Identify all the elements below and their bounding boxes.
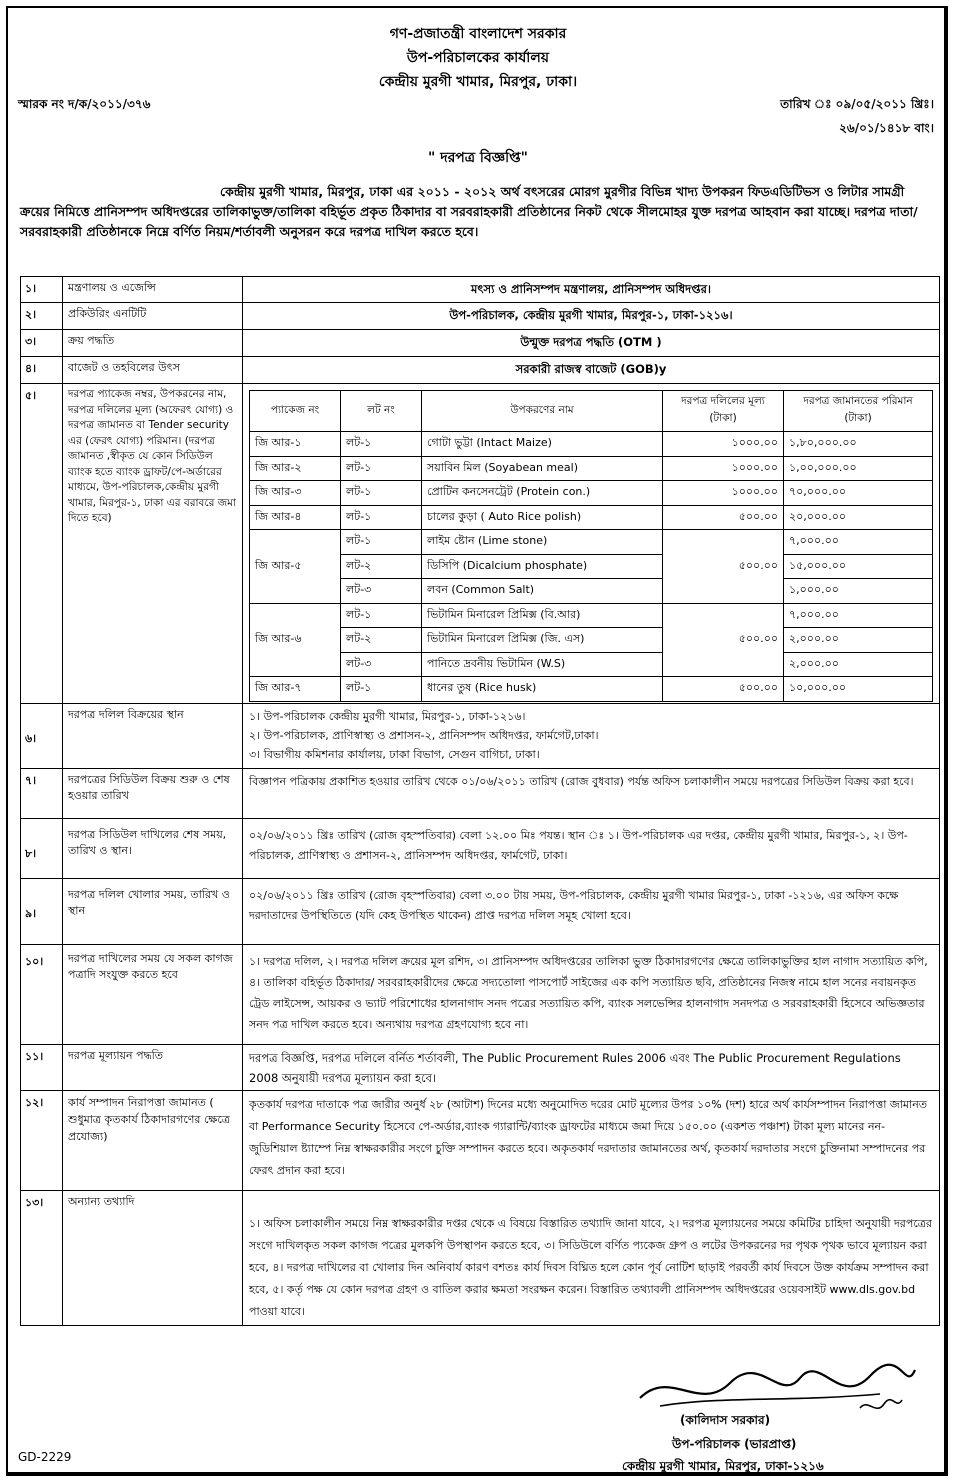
row-label: অন্যান্য তথ্যাদি [63,1191,243,1325]
table-row [250,652,933,677]
footer-code: GD-2229 [18,1450,72,1464]
col-header-price: দরপত্র দলিলের মূল্য (টাকা) [663,391,784,432]
row-label: দরপত্র দলিল বিক্রয়ের স্থান [63,704,243,768]
memo-number: স্মারক নং দ/ক/২০১১/৩৭৬ [18,97,151,111]
cell-lot: লট-১ [341,530,422,555]
cell-security: ২০,০০০.০০ [784,505,933,530]
row-value [243,704,939,768]
row-number: ৭। [21,769,63,818]
cell-package: জি আর-৩ [250,481,341,506]
row-label: ক্রয় পদ্ধতি [63,330,243,356]
row-3 [20,329,940,356]
notice-title: " দরপত্র বিজ্ঞপ্তি" [428,150,528,166]
cell-security: ২,০০০.০০ [784,652,933,677]
cell-item: চালের কুড়া ( Auto Rice polish) [422,505,663,530]
table-row [250,456,933,481]
cell-price: ১০০০.০০ [663,432,784,457]
cell-security: ৭০,০০০.০০ [784,481,933,506]
table-header-row [250,391,933,432]
col-header-security: দরপত্র জামানতের পরিমান (টাকা) [784,391,933,432]
sale-location-2: ২। উপ-পরিচালক, প্রাণিস্বাস্থ্য ও প্রশাসন-২, প্রানিসম্পদ অধিদপ্তর, ফার্মগেট,ঢাকা। [249,729,599,742]
row-4 [20,356,940,383]
cell-security: ২,০০০.০০ [784,628,933,653]
row-label: দরপত্র প্যাকেজ নম্বর, উপকরনের নাম, দরপত্র দলিলের মূল্য (অফেরৎ যোগ্য) ও দরপত্র জামানত বা Tender security এর (ফেরৎ যোগ্য) পরিমান। (দরপত্র জামানত ,স্বীকৃত যে কোন সিডিউল ব্যাংক হতে ব্যাংক ড্রাফট/পে-অর্ডারের মাধ্যমে, উপ-পরিচালক,কেন্দ্রীয় মুরগী খামার, মিরপুর-১, ঢাকা এর বরাবরে জমা দিতে হবে) [63,384,243,703]
row-number: ১১। [21,1045,63,1090]
row-value: সরকারী রাজস্ব বাজেট (GOB)y [515,362,667,376]
row-value: উন্মুক্ত দরপত্র পদ্ধতি (OTM ) [520,335,662,349]
row-number: ১৩। [21,1191,63,1325]
col-header-lot: লট নং [341,391,422,432]
cell-item: প্রোটিন কনসেনট্রেট (Protein con.) [422,481,663,506]
cell-lot: লট-১ [341,481,422,506]
cell-security: ৭,০০০.০০ [784,530,933,555]
row-1 [20,276,940,302]
cell-package: জি আর-৭ [250,677,341,702]
row-10 [20,944,940,1044]
cell-lot: লট-২ [341,628,422,653]
cell-price: ১০০০.০০ [663,456,784,481]
signatory-office: কেন্দ্রীয় মুরগী খামার, মিরপুর, ঢাকা-১২১৬ [622,1459,824,1473]
row-number: ১০। [21,945,63,1044]
cell-package: জি আর-১ [250,432,341,457]
row-label: দরপত্রের সিডিউল বিক্রয় শুরু ও শেষ হওয়ার তারিখ [63,769,243,818]
cell-lot: লট-১ [341,677,422,702]
row-number: ১। [21,277,63,302]
row-number: ৪। [21,357,63,383]
cell-item: ভিটামিন মিনারেল প্রিমিক্স (বি.আর) [422,603,663,628]
package-table [249,390,933,702]
cell-lot: লট-৩ [341,579,422,604]
header-line-2: উপ-পরিচালকের কার্যালয় [406,50,550,66]
intro-paragraph: কেন্দ্রীয় মুরগী খামার, মিরপুর, ঢাকা এর ২০১১ - ২০১২ অর্থ বৎসরের মোরগ মুরগীর বিভিন্ন খাদ্য উপকরন ফিডএডিটিভস ও লিটার সামগ্রী ক্রয়ের নিমিত্তে প্রানিসম্পদ অধিদপ্তরের তালিকাভুক্ত/তালিকা বহির্ভূত প্রকৃত ঠিকাদার বা সরবরাহকারী প্রতিষ্ঠানের নিকট থেকে সীলমোহর যুক্ত দরপত্র আহবান করা যাচ্ছে। দরপত্র দাতা/ সরবরাহকারী প্রতিষ্ঠানকে নিম্নে বর্ণিত নিয়ম/শর্তাবলী অনুসরন করে দরপত্র দাখিল করতে হবে। [20,184,918,239]
cell-security: ৭,০০০.০০ [784,603,933,628]
header-line-3: কেন্দ্রীয় মুরগী খামার, মিরপুর, ঢাকা। [378,74,578,90]
cell-package: জি আর-২ [250,456,341,481]
row-11 [20,1044,940,1090]
cell-price: ৫০০.০০ [663,603,784,677]
cell-security: ১০,০০০.০০ [784,677,933,702]
cell-item: লবন (Common Salt) [422,579,663,604]
table-row [250,628,933,653]
row-12 [20,1090,940,1190]
cell-price: ৫০০.০০ [663,505,784,530]
table-row [250,579,933,604]
row-2 [20,302,940,329]
row-label: দরপত্র সিডিউল দাখিলের শেষ সময়, তারিখ ও স্থান। [63,819,243,878]
sale-location-1: ১। উপ-পরিচালক কেন্দ্রীয় মুরগী খামার, মিরপুর-১, ঢাকা-১২১৬। [249,710,526,723]
row-number: ১২। [21,1091,63,1190]
cell-item: পানিতে দ্রবনীয় ভিটামিন (W.S) [422,652,663,677]
row-8 [20,818,940,878]
table-row [250,481,933,506]
cell-item: সয়াবিন মিল (Soyabean meal) [422,456,663,481]
cell-lot: লট-১ [341,456,422,481]
cell-security: ১,০০০.০০ [784,579,933,604]
row-13 [20,1190,940,1326]
cell-item: ভিটামিন মিনারেল প্রিমিক্স (জি. এস) [422,628,663,653]
cell-item: গোটা ভুট্টা (Intact Maize) [422,432,663,457]
row-value: ০২/০৬/২০১১ খ্রিঃ তারিখ (রোজ বৃহস্পতিবার) বেলা ১২.০০ মিঃ পযন্ত। স্থান ঃ ১। উপ-পরিচালক এর দপ্তর, কেন্দ্রীয় মুরগী খামার, মিরপুর-১, ২। উপ-পরিচালক, প্রাণিস্বাস্থ্য ও প্রশাসন-২, প্রানিসম্পদ অধিদপ্তর, ফার্মগেট, ঢাকা। [249,829,908,862]
cell-security: ১৫,০০০.০০ [784,554,933,579]
signatory-designation: উপ-পরিচালক (ভারপ্রাপ্ত) [672,1437,797,1451]
cell-item: ডিসিপি (Dicalcium phosphate) [422,554,663,579]
row-value: ১। দরপত্র দলিল, ২। দরপত্র দলিল ক্রয়ের মূল রশিদ, ৩। প্রানিসম্পদ অধিদপ্তরের তালিকা ভুক্ত ঠিকাদারগণের ক্ষেত্রে তালিকাভুক্তির হাল নাগাদ সত্যায়িত কপি, ৪। তালিকা বহির্ভূত ঠিকাদার/ সরবরাহকারীদের ক্ষেত্রে সদ্যতোলা পাসপোর্ট সাইজের এক কপি সত্যায়িত ছবি, প্রতিষ্ঠানের নিজস্ব নামে হাল সনের নবায়নকৃত ট্রেড লাইসেন্স, আয়কর ও ভ্যাট পরিশোধের হালনাগাদ সনদ পত্রের সত্যায়িত কপি, ব্যাংক সলভেন্সির হালনাগাদ সনদপত্র ও সরবরাহকারী হিসেবে অভিজ্ঞতার সনদ পত্র দাখিল করতে হবে। অন্যথায় দরপত্র গ্রহণযোগ্য হবে না। [249,955,928,1031]
row-number: ৯। [21,879,63,944]
row-6 [20,703,940,768]
row-value: বিজ্ঞাপন পত্রিকায় প্রকাশিত হওয়ার তারিখ থেকে ০১/০৬/২০১১ তারিখ (রোজ বুধবার) পর্যন্ত অফিস চলাকালীন সময়ে দরপত্রের সিডিউল বিক্রয় করা হবে। [249,775,914,788]
cell-security: ১,০০,০০০.০০ [784,456,933,481]
cell-package: জি আর-৪ [250,505,341,530]
row-value: ০২/০৬/২০১১ খ্রিঃ তারিখ (রোজ বৃহস্পতিবার) বেলা ৩.০০ টায় সময়, উপ-পরিচালক, কেন্দ্রীয় মুরগী খামার মিরপুর-১, ঢাকা -১২১৬, এর অফিস কক্ষে দরদাতাদের উপস্থিতিতে (যদি কেহ উপস্থিত থাকেন) প্রাপ্ত দরপত্র দলিল সমূহ খোলা হবে। [249,889,899,922]
row-value: মৎস্য ও প্রানিসম্পদ মন্ত্রণালয়, প্রানিসম্পদ অধিদপ্তর। [470,282,712,296]
row-number: ৩। [21,330,63,356]
row-label: দরপত্র মূল্যায়ন পদ্ধতি [63,1045,243,1090]
cell-price: ৫০০.০০ [663,677,784,702]
row-value: উপ-পরিচালক, কেন্দ্রীয় মুরগী খামার, মিরপুর-১, ঢাকা-১২১৬। [449,308,733,322]
table-row [250,432,933,457]
cell-item: ধানের তুষ (Rice husk) [422,677,663,702]
cell-lot: লট-১ [341,603,422,628]
table-row [250,505,933,530]
cell-lot: লট-২ [341,554,422,579]
handwritten-signature [630,1358,920,1418]
row-value: ১। অফিস চলাকালীন সময়ে নিম্ন স্বাক্ষরকারীর দপ্তর থেকে এ বিষয়ে বিস্তারিত তথ্যাদি জানা যাবে, ২। দরপত্র মূল্যায়নের সময়ে কমিটির চাহিদা অনুযায়ী দরপত্রের সংগে দাখিলকৃত সকল কাগজ পত্রের মুলকপি উপস্থাপন করতে হবে, ৩। সিডিউলে বর্ণিত প্যকেজ গ্রুপ ও লটের উপকরনের দর পৃথক পৃথক ভাবে মূল্যায়ন করা হবে, ৪। দরপত্র দাখিলের বা খোলার দিন অনিবার্য কারণ বশতঃ কার্য দিবস বিঘ্নিত হলে কোন পূর্ব নোটিশ ছাড়াই পরবর্তী কার্য দিবসে উক্ত কার্যক্রম সম্পাদন করা হবে, ৫। কর্তৃ পক্ষ যে কোন দরপত্র গ্রহণ ও বাতিল করার ক্ষমতা সংরক্ষন করেন। বিস্তারিত তথ্যাবলী প্রানিসম্পদ অধিদপ্তরের ওয়েবসাইট www.dls.gov.bd পাওয়া যাবে। [249,1217,932,1318]
row-label: দরপত্র দলিল খোলার সময়, তারিখ ও স্থান [63,879,243,944]
row-number: ৬। [21,704,63,768]
cell-item: লাইম ষ্টোন (Lime stone) [422,530,663,555]
cell-price: ১০০০.০০ [663,481,784,506]
row-label: মন্ত্রণালয় ও এজেন্সি [63,277,243,302]
row-number: ৫। [21,384,63,703]
row-value: দরপত্র বিজ্ঞপ্তি, দরপত্র দলিলে বর্নিত শর্তাবলী, The Public Procurement Rules 2006 এবং The Public Procurement Regulations 2008 অনুযায়ী দরপত্র মূল্যায়ন করা হবে। [249,1051,901,1085]
row-value: কৃতকার্য দরপত্র দাতাকে পত্র জারীর অনুর্ধ ২৮ (আটাশ) দিনের মধ্যে অনুমোদিত দরের মোট মূল্যের উপর ১০% (দশ) হারে অর্থ কার্যসম্পাদন নিরাপত্তা জামানত বা Performance Security হিসেবে পে-অর্ডার,ব্যাংক গ্যারান্টি/ব্যাংক ড্রাফটের মাধ্যমে জমা দিয়ে ১৫০.০০ (একশত পঞ্চাশ) টাকা মূল্য মানের নন-জুডিশিয়াল ষ্ট্যাম্পে নিম্ন স্বাক্ষরকারীর সংগে চুক্তি সম্পাদন করতে হবে। অকৃতকার্য দরদাতার জামানতের অর্থ, কৃতকার্য দরদাতার সংগে চুক্তিনামা সম্পাদনের পর ফেরৎ প্রদান করা হবে। [249,1098,928,1177]
header-line-1: গণ-প্রজাতন্ত্রী বাংলাদেশ সরকার [389,26,567,42]
cell-security: ১,৮০,০০০.০০ [784,432,933,457]
cell-package: জি আর-৬ [250,603,341,677]
table-row [250,554,933,579]
cell-price: ৫০০.০০ [663,530,784,604]
cell-package: জি আর-৫ [250,530,341,604]
date-gregorian: তারিখ ঃ ০৯/০৫/২০১১ খ্রিঃ। [780,97,934,111]
row-7 [20,768,940,818]
row-label: কার্য সম্পাদন নিরাপত্তা জামানত ( শুধুমাত্র কৃতকার্য ঠিকাদারগণের ক্ষেত্রে প্রযোজ্য) [63,1091,243,1190]
table-row [250,530,933,555]
sale-location-3: ৩। বিভাগীয় কমিশনার কার্যালয়, ঢাকা বিভাগ, সেগুন বাগিচা, ঢাকা। [249,748,540,761]
col-header-package: প্যাকেজ নং [250,391,341,432]
row-label: দরপত্র দাখিলের সময় যে সকল কাগজ পত্রাদি সংযুক্ত করতে হবে [63,945,243,1044]
signatory-name: (কালিদাস সরকার) [680,1413,771,1427]
row-label: বাজেট ও তহবিলের উৎস [63,357,243,383]
row-number: ২। [21,303,63,329]
date-bengali: ২৬/০১/১৪১৮ বাং। [839,121,934,135]
table-row [250,677,933,702]
row-number: ৮। [21,819,63,878]
row-9 [20,878,940,944]
row-5 [20,383,940,703]
table-row [250,603,933,628]
row-label: প্রকিউরিং এনটিটি [63,303,243,329]
cell-lot: লট-১ [341,432,422,457]
col-header-item: উপকরণের নাম [422,391,663,432]
cell-lot: লট-১ [341,505,422,530]
cell-lot: লট-৩ [341,652,422,677]
